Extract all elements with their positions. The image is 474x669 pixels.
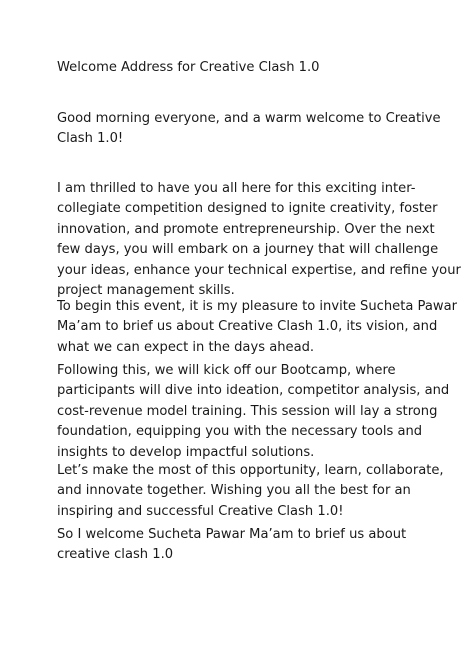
document-title: Welcome Address for Creative Clash 1.0 bbox=[57, 60, 320, 75]
paragraph-line: Clash 1.0! bbox=[57, 131, 124, 147]
paragraph-line: project management skills. bbox=[57, 283, 235, 299]
paragraph-line: creative clash 1.0 bbox=[57, 547, 174, 563]
paragraph-line: Good morning everyone, and a warm welcome to Creative bbox=[57, 111, 441, 126]
paragraph-line: what we can expect in the days ahead. bbox=[57, 339, 315, 355]
paragraph-bootcamp bbox=[57, 361, 450, 463]
paragraph-line: Ma’am to brief us about Creative Clash 1.0, its vision, and bbox=[57, 319, 438, 335]
paragraph-closing bbox=[57, 525, 441, 566]
paragraph-line: To begin this event, it is my pleasure to invite Sucheta Pawar bbox=[57, 299, 457, 314]
paragraph-line: few days, you will embark on a journey that will challenge bbox=[57, 242, 439, 258]
paragraph-line: inspiring and successful Creative Clash 1.0! bbox=[57, 503, 344, 519]
paragraph-line: I am thrilled to have you all here for this exciting inter- bbox=[57, 181, 416, 196]
paragraph-line: foundation, equipping you with the necessary tools and bbox=[57, 424, 423, 440]
paragraph-line: insights to develop impactful solutions. bbox=[57, 444, 315, 460]
paragraph-line: innovation, and promote entrepreneurship. Over the next bbox=[57, 221, 435, 237]
paragraph-introduction bbox=[57, 179, 461, 301]
paragraph-encouragement bbox=[57, 461, 444, 522]
paragraph-line: cost-revenue model training. This session will lay a strong bbox=[57, 403, 438, 419]
paragraph-line: your ideas, enhance your technical expertise, and refine your bbox=[57, 262, 461, 278]
paragraph-line: Let’s make the most of this opportunity, learn, collaborate, bbox=[57, 463, 444, 478]
paragraph-line: participants will dive into ideation, competitor analysis, and bbox=[57, 383, 450, 399]
paragraph-line: So I welcome Sucheta Pawar Ma’am to brief us about bbox=[57, 527, 407, 542]
paragraph-invitation bbox=[57, 297, 457, 358]
paragraph-line: and innovate together. Wishing you all the best for an bbox=[57, 483, 411, 499]
paragraph-greeting bbox=[57, 109, 441, 150]
paragraph-line: collegiate competition designed to ignite creativity, foster bbox=[57, 201, 438, 217]
paragraph-line: Following this, we will kick off our Bootcamp, where bbox=[57, 363, 396, 378]
